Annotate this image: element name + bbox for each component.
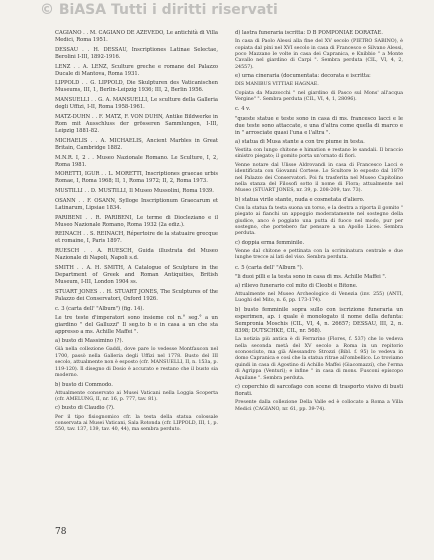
item-heading: c) doppia erma femminile. xyxy=(235,239,305,246)
item-text: Vestita con lungo chitone e himation e restano le sandali. Il braccio sinistro piegato; il gomito porta un'ornato di fiori. xyxy=(235,147,403,160)
item-text: Già nella collezione Gaddi, dove pare lo vedesse Montfaucon nel 1700, passò nella Galleria degli Uffizi nel 1778. Busto del III secolo, attualmente non è esposto (cfr. MANSUELLI, II, n. 153a, p. 119-120). Il disegno di Dosio è accurato e restano che il busto sia moderno. xyxy=(55,347,218,379)
item-text: Venne dal chitone e pettinata con la scriminatura centrale e due lunghe trecce ai lati del viso. Sembra perduta. xyxy=(235,248,403,261)
item-text: In casa di Paolo Alessi alla fine del XV secolo (PIETRO SABINO), è copiata dal pini nel XVI secolo in casa di Francesco e Silvano Alessi, poco Mazzano le volte in casa dei Capranica, e Knibbio " a Monte Cavallo nel giardino di Carpi ". Sembra perduta (CIL, VI, 4, 2, 24557). xyxy=(235,39,403,70)
right-column xyxy=(235,30,403,415)
item-heading: a) statua di Musa stante a con tre piume in testa. xyxy=(235,138,365,145)
reference-entry: PARIBENI . . R. PARIBENI, Le terme di Diocleziano e il Museo Nazionale Romano, Roma 1932 (2a ediz.). xyxy=(55,214,218,228)
item-text: La notizia più antica è di Ferrarino (Flores, f. 537) che lo vedeva nella seconda metà del XV secolo a Roma in un repitorio sconosciuto, ma già Alessandro Strozzi (Bibl. f. 95) lo vedeva in domo Capranica e così che la statua ritrae all'ombellico. Lo troviamo quindi in casa di Agostino di Achillo Maffei (Giacomazzi), che l'erma di Agrippa (Venturi); e infine " in casa di mons. Fusconi episcopo Aquilane ". Sembra perduta. xyxy=(235,337,403,381)
left-column xyxy=(55,30,218,436)
reference-entry: CAGIANO . . M. CAGIANO DE AZEVEDO, Le antichità di Villa Medici, Roma 1951. xyxy=(55,30,218,44)
item-text: Attualmente conservato ai Musei Vaticani nella Loggia Scoperta (cfr. AMELUNG, II, nr. 16, p. 777, tav. 81). xyxy=(55,390,218,402)
item-text: Per il tipo fisiognomico cfr. la testa della statua colossale conservata ai Musei Vaticani, Sala Rotonda (cfr. LIPPOLD, III, 1, p. 550, tav. 137, 139, tav. 40, 44), ma sembra perduto. xyxy=(55,414,218,433)
item-heading: c) busto di Claudio (?). xyxy=(55,405,115,412)
item-text: Attualmente nel Museo Archeologico di Venezia (inv. 255) (ANTI, Luoghi del Mito, n. 6, pp. 173-174). xyxy=(235,292,403,304)
reference-entry: MANSUELLI . . G. A. MANSUELLI, Le sculture della Galleria degli Uffizi, I-II, Roma 1958-1961. xyxy=(55,97,218,111)
watermark: © BiASA Tutti i diritti riservati xyxy=(40,2,278,18)
item-text: Venne notare dal Ulisse Aldrovandi in casa di Francesco Lacci e identificata con Giovanni Cortese. Lo Scultore lo esposto dal 1879 nel Palazzo dei Conservatori. Poi fu trasferita nel Museo Capitolino nella stanza del Filosofi sotto il nome di Flora; attualmente nel Museo (STUART JONES, nr. 39, p. 208-209, tav. 73). xyxy=(235,162,403,194)
section-intro: "li duoi pilli e la testa sono in casa di ms. Achille Maffei ". xyxy=(235,273,387,280)
item-heading: d) lastra funeraria iscritta: D B POMPONIAE DORATAE. xyxy=(235,30,383,36)
item-heading: c) coperchio di sarcofago con scene di trasporto visivo di busti fiorati. xyxy=(235,384,403,398)
reference-entry: MUSTILLI . . D. MUSTILLI, Il Museo Mussolini, Roma 1939. xyxy=(55,188,214,195)
section-heading: c. 3 (carta dell' "Album") (fig. 14). xyxy=(55,306,145,312)
item-heading: a) rilievo funerario col mito di Cleobi e Bitone. xyxy=(235,282,358,289)
reference-entry: LIPPOLD . . G. LIPPOLD, Die Skulpturen des Vaticanischen Museums, III, 1, Berlin-Leipzig 1936; III, 2, Berlin 1956. xyxy=(55,80,218,94)
reference-entry: LENZ . . A. LENZ, Sculture greche e romane del Palazzo Ducale di Mantova, Roma 1931. xyxy=(55,63,218,77)
reference-entry: SMITH . . A. H. SMITH, A Catalogue of Sculpture in the Department of Greek and Roman Antiquities, British Museum, I-III, London 1904 ss. xyxy=(55,264,218,286)
section-intro: Le tre teste d'imperatori sono insieme col n.° seg.° a un giardino " del Galluzzi" Il seg.to b e in casa a un che sta appresso a ms. Achille Maffei ". xyxy=(55,315,218,336)
item-heading: b) statua virile stante, nuda e cosmetata d'aliero. xyxy=(235,196,365,203)
section-intro: "queste statue e teste sono in casa di ms. francesco lacci e le due teste sono attaccate, e una d'altra come quella di marco e in " arrosciate quasi l'una e l'altra ". xyxy=(235,115,403,136)
item-heading: b) busto di Commodo. xyxy=(55,381,113,388)
reference-entry: MATZ-DUHN . . F. MATZ, F. VON DUHN, Antike Bildwerke in Rom mit Ausschluss der grösseren Sammlungen, I-III, Leipzig 1881-82. xyxy=(55,113,218,135)
reference-entry: DESSAU . . H. DESSAU, Inscriptiones Latinae Selectae, Berolini I-III, 1892-1916. xyxy=(55,46,218,60)
reference-entry: M.N.R. I, 2 . . Museo Nazionale Romano. Le Sculture, I, 2, Roma 1981. xyxy=(55,154,218,168)
item-text: Con la statua fa testa suona un torso, e la destra a riporta il gomito " piegato ai fianchi un appoggio moderatamente nel sostegno della giudice, anco è poggiato una putta di fuoco nel modo, pur per sostegno, che portebero far pensare a un Apollo Liceo. Sembra perduta. xyxy=(235,205,403,237)
inscription: DIS MANIBUS VITTIAE HAGNAE. xyxy=(235,82,319,88)
reference-entry: REINACH . . S. REINACH, Répertoire de la statuaire grecque et romaine, I, Paris 1897. xyxy=(55,231,218,245)
section-heading: c. 5 (carta dell' "Album "). xyxy=(235,264,304,271)
item-heading: b) busto femminile sopra sullo con iscrizione funeraria un esperimen, ap. i quale è monologato il nome della defunta: Sempronia Moschis (CIL, VI, 4, n. 26657; DESSAU, III, 2, n. 8398; DUTSCHKE, CIL, nr. 568). xyxy=(235,306,403,335)
section-heading: c. 4 v. xyxy=(235,106,251,113)
item-heading: a) busto di Massimino (?). xyxy=(55,338,124,345)
reference-list xyxy=(55,30,218,303)
item-heading: e) urna cineraria (documentata: decorata e iscritta: xyxy=(235,73,371,80)
item-text: Presente dalla collezione Della Valle ed è collocato a Roma a Villa Medici (CAGIANO, nr. 61, pp. 39-74). xyxy=(235,400,403,412)
item-text: Copiata da Mazzocchi " nel giardino di Pasco sul Mons' all'acqua Vergine" ". Sembra perduta (CIL, VI, 4, 1, 28096). xyxy=(235,90,403,103)
reference-entry: MORETTI, IGUR . . L. MORETTI, Inscriptiones graecae urbis Romae, I, Roma 1968; II, 1, Roma 1972; II, 2, Roma 1973. xyxy=(55,171,218,185)
reference-entry: OSANN . . F. OSANN, Sylloge Inscriptionum Graecarum et Latinarum, Lipsiae 1834. xyxy=(55,197,218,211)
reference-entry: MICHAELIS . . A. MICHAELIS, Ancient Marbles in Great Britain, Cambridge 1882. xyxy=(55,137,218,151)
page-number: 78 xyxy=(55,527,67,537)
reference-entry: RUESCH . . A. RUESCH, Guida illustrata del Museo Nazionale di Napoli, Napoli s.d. xyxy=(55,248,218,262)
reference-entry: STUART JONES . . H. STUART JONES, The Sculptures of the Palazzo dei Conservatori, Oxford 1926. xyxy=(55,288,218,302)
